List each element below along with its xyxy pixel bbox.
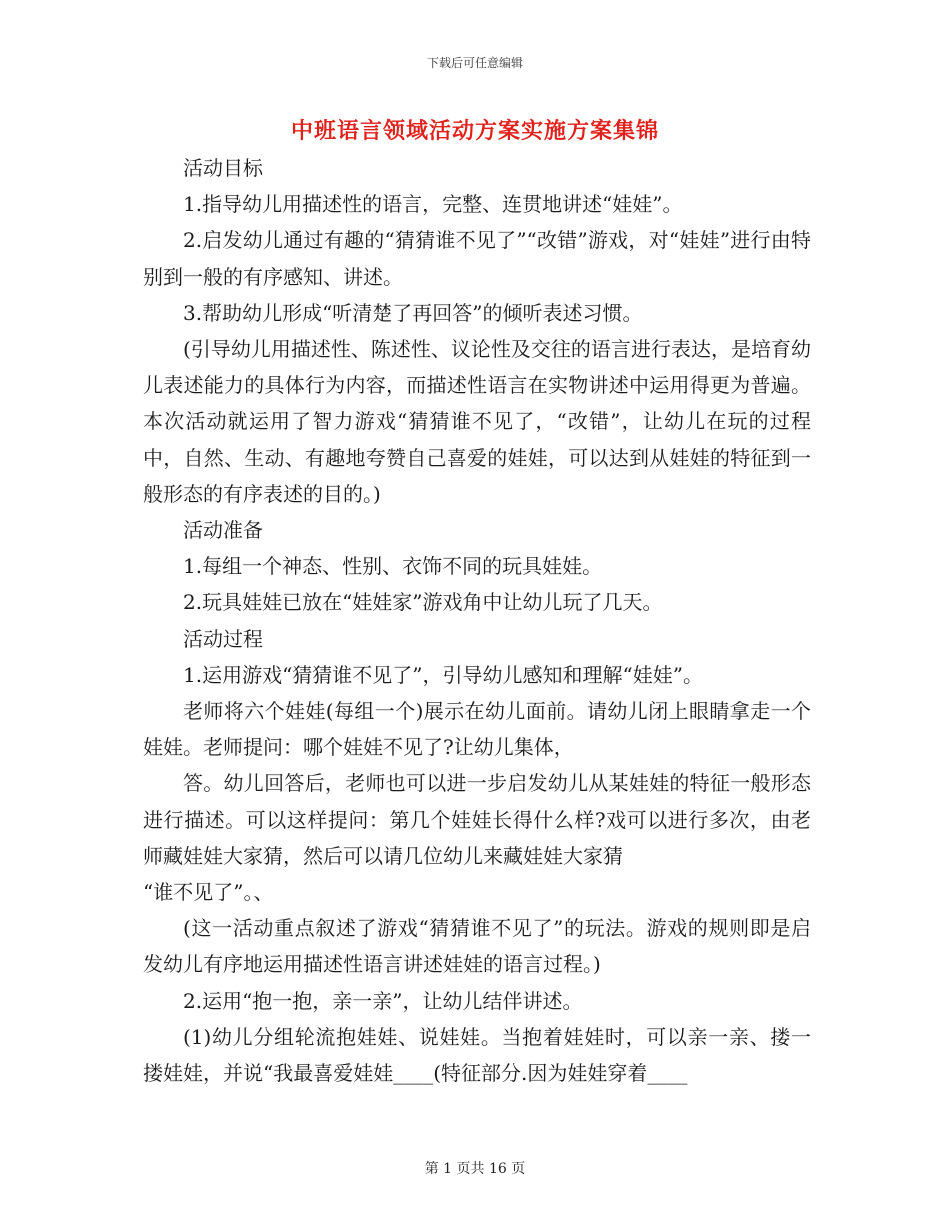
paragraph: 1.运用游戏“猜猜谁不见了”，引导幼儿感知和理解“娃娃”。 xyxy=(183,662,703,687)
paragraph: 1.每组一个神态、性别、衣饰不同的玩具娃娃。 xyxy=(183,554,603,579)
document-title: 中班语言领域活动方案实施方案集锦 xyxy=(290,118,659,144)
page-header: 下载后可任意编辑 xyxy=(426,56,523,70)
paragraph: 2.启发幼儿通过有趣的“猜猜谁不见了”“改错”游戏，对“娃娃”进行由特别到一般的有序感知、讲述。 xyxy=(143,228,811,289)
paragraph: 3.帮助幼儿形成“听清楚了再回答”的倾听表述习惯。 xyxy=(183,300,643,325)
paragraph: (引导幼儿用描述性、陈述性、议论性及交往的语言进行表达，是培育幼儿表述能力的具体行为内容，而描述性语言在实物讲述中运用得更为普遍。本次活动就运用了智力游戏“猜猜谁不见了，“改错”，让幼儿在玩的过程中，自然、生动、有趣地夸赞自己喜爱的娃娃，可以达到从娃娃的特征到一般形态的有序表述的目的。) xyxy=(143,337,811,506)
paragraph: 答。幼儿回答后，老师也可以进一步启发幼儿从某娃娃的特征一般形态进行描述。可以这样提问：第几个娃娃长得什么样?戏可以进行多次，由老师藏娃娃大家猜，然后可以请几位幼儿来藏娃娃大家猜 xyxy=(143,771,811,868)
page-footer: 第 1 页共 16 页 xyxy=(424,1161,526,1177)
paragraph: 2.运用“抱一抱，亲一亲”，让幼儿结伴讲述。 xyxy=(183,988,583,1013)
section-heading-preparation: 活动准备 xyxy=(183,518,263,543)
paragraph: 2.玩具娃娃已放在“娃娃家”游戏角中让幼儿玩了几天。 xyxy=(183,590,663,615)
document-body xyxy=(143,150,811,1091)
section-heading-process: 活动过程 xyxy=(183,626,263,651)
paragraph: (这一活动重点叙述了游戏“猜猜谁不见了”的玩法。游戏的规则即是启发幼儿有序地运用描述性语言讲述娃娃的语言过程。) xyxy=(143,916,811,977)
section-heading-goals: 活动目标 xyxy=(183,156,263,180)
paragraph: “谁不见了”。、 xyxy=(143,880,274,905)
paragraph: 老师将六个娃娃(每组一个)展示在幼儿面前。请幼儿闭上眼睛拿走一个娃娃。老师提问：哪个娃娃不见了?让幼儿集体， xyxy=(143,699,811,760)
paragraph: (1)幼儿分组轮流抱娃娃、说娃娃。当抱着娃娃时，可以亲一亲、搂一搂娃娃，并说“我最喜爱娃娃____(特征部分.因为娃娃穿着____ xyxy=(143,1024,811,1086)
paragraph: 1.指导幼儿用描述性的语言，完整、连贯地讲述“娃娃”。 xyxy=(183,192,683,217)
